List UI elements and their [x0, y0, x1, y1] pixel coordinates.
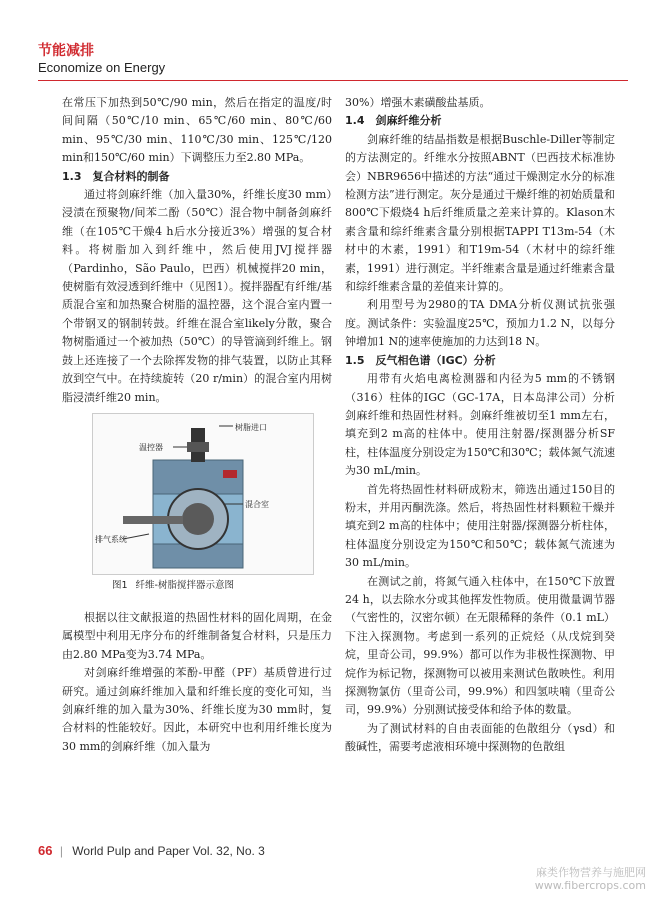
paragraph: 在常压下加热到50℃/90 min，然后在指定的温度/时间间隔（50℃/10 min、65℃/60 min、80℃/60 min、95℃/30 min、110℃/30 min、125℃/120 min和150℃/60 min）下调整压力至2.80 MPa。: [62, 96, 332, 165]
footer-separator: |: [59, 844, 63, 858]
paragraph: 通过将剑麻纤维（加入量30%，纤维长度30 mm）浸渍在预聚物/间苯二酚（50℃）混合物中制备剑麻纤维（在105℃干燥4 h后水分接近3%）增强的复合材料。将树脂加入到纤维中，然后使用JVJ搅拌器（Pardinho，São Paulo，巴西）机械搅拌20 min，使树脂有效浸透到纤维中（见图1）。搅拌器配有纤维/基质混合室和加热聚合树脂的温控器，这个混合室内置一个带钢叉的钢制转鼓。纤维在混合室likely分散，聚合物树脂通过一个被加热（50℃）的导管滴到纤维上。钢鼓上还连接了一个去除挥发物的排气装置，以防止其释放到空气中。在持续旋转（20 r/min）的混合室内用树脂浸渍纤维20 min。: [62, 188, 332, 404]
paragraph: 为了测试材料的自由表面能的色散组分（γsd）和酸碱性，需要考虑液相环境中探测物的色散组: [345, 721, 615, 754]
paragraph: 用带有火焰电离检测器和内径为5 mm的不锈钢（316）柱体的IGC（GC-17A，日本岛津公司）分析剑麻纤维和热固性材料。剑麻纤维被切至1 mm左右，填充到2 m高的柱体中。使用注射器/探测器分析SF柱，柱体温度分别设定为150℃和30℃；载体氮气流速为30 mL/min。: [345, 372, 615, 478]
section-title-en: Economize on Energy: [38, 60, 166, 75]
label-resin-inlet: 树脂进口: [235, 422, 267, 432]
header-divider: [38, 80, 628, 81]
page-number: 66: [38, 843, 53, 858]
mixer-diagram: [93, 414, 313, 574]
watermark: [535, 866, 646, 892]
watermark-line-1: 麻类作物营养与施肥网: [536, 866, 646, 879]
paragraph: 在测试之前，将氮气通入柱体中，在150℃下放置24 h，以去除水分或其他挥发性物质。使用微量调节器（气密性的，汉密尔顿）在无限稀释的条件（0.1 mL）下注入探测物。考虑到一系列的正烷烃（从戊烷到癸烷，里奇公司，99.9%）都可以作为非极性探测物、甲烷作为标记物，探测物可以被用来测试色散映性。利用探测物氯仿（里奇公司，99.9%）和四氢呋喃（里奇公司，99.9%）分别测试接受体和给予体的数量。: [345, 574, 615, 717]
paragraph: 根据以往文献报道的热固性材料的固化周期，在金属模型中利用无序分布的纤维制备复合材料，只是压力由2.80 MPa变为3.74 MPa。: [62, 610, 332, 661]
paragraph: 剑麻纤维的结晶指数是根据Buschle-Diller等制定的方法测定的。纤维水分按照ABNT（巴西技术标准协会）NBR9656中描述的方法“通过干燥测定水分的标准检测方法”进行测定。灰分是通过干燥纤维的初始质量和800℃下煅烧4 h后纤维质量之差来计算的。Klason木素含量和综纤维素含量分别根据TAPPI T13m-54（木材中的木素，1991）和T19m-54（木材中的综纤维素，1991）进行测定。半纤维素含量是通过纤维素含量和综纤维素含量的差值来计算的。: [345, 132, 615, 294]
paragraph: 对剑麻纤维增强的苯酚-甲醛（PF）基质曾进行过研究。通过剑麻纤维加入量和纤维长度的变化可知，当剑麻纤维的加入量为30%、纤维长度为30 mm时，复合材料的性能较好。因此，本研究中也利用纤维长度为30 mm的剑麻纤维（加入量为: [62, 666, 332, 753]
section-heading-1-4: 1.4 剑麻纤维分析: [345, 114, 442, 128]
page-footer: [38, 843, 265, 858]
journal-name: World Pulp and Paper Vol. 32, No. 3: [72, 844, 265, 858]
label-exhaust: 排气系统: [95, 534, 127, 544]
watermark-line-2: www.fibercrops.com: [534, 879, 646, 892]
left-column: [62, 94, 332, 756]
paragraph: 30%）增强木素磺酸盐基质。: [345, 96, 491, 109]
section-heading-1-5: 1.5 反气相色谱（IGC）分析: [345, 353, 496, 367]
figure-caption-text: 纤维-树脂搅拌器示意图: [135, 579, 234, 591]
section-title-cn: 节能减排: [38, 43, 94, 59]
section-heading-1-3: 1.3 复合材料的制备: [62, 169, 170, 183]
paragraph: 利用型号为2980的TA DMA分析仪测试抗张强度。测试条件：实验温度25℃，预加力1.2 N，以每分钟增加1 N的速率使施加的力达到18 N。: [345, 298, 615, 349]
exhaust-pipe: [123, 516, 183, 524]
label-mixing-chamber: 混合室: [245, 499, 269, 509]
figure-caption-number: 图1: [112, 579, 128, 591]
drum-hub: [182, 503, 214, 535]
figure-caption: [112, 579, 332, 593]
paragraph: 首先将热固性材料研成粉末，筛选出通过150目的粉末，并用丙酮洗涤。然后，将热固性材料颗粒干燥并填充到2 m高的柱体中；使用注射器/探测器分析柱体，柱体温度分别设定为150℃和50℃；载体氮气流速为30 mL/min。: [345, 482, 615, 570]
thermostat-box: [187, 442, 209, 452]
mixer-figure: [92, 413, 314, 575]
label-thermostat: 温控器: [139, 442, 163, 452]
right-column: [345, 94, 615, 757]
